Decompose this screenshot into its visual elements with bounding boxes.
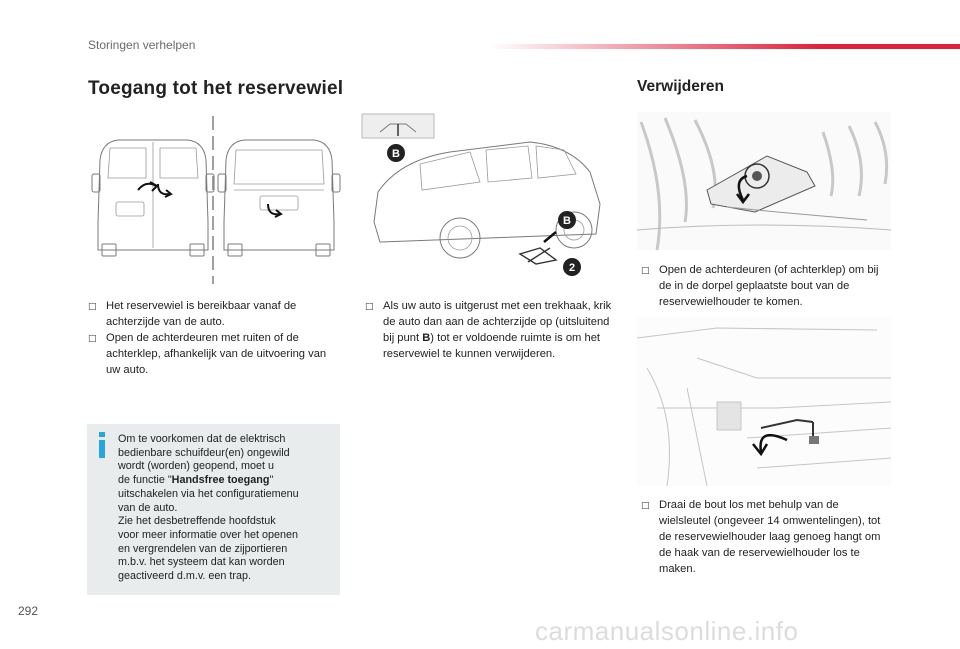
bullet-item: [88, 298, 336, 330]
badge-b-jack: B: [563, 215, 571, 227]
page-number: 292: [18, 604, 39, 618]
jack-point-label: B: [422, 332, 431, 344]
bullet-text: Draai de bout los met behulp van de wielsleutel (ongeveer 14 omwentelingen), tot de reservewielhouder laag genoeg hangt om de haak van de reservewielhouder los te maken.: [659, 499, 881, 575]
van-rear-illustration: [88, 112, 338, 287]
section-header: Storingen verhelpen: [88, 38, 196, 52]
van-rear-tailgate-drawing: [218, 140, 340, 256]
right-bullet-2: [641, 497, 891, 577]
checkbox-bullet-icon: □: [88, 302, 97, 312]
floor-bolt-illustration: [637, 112, 891, 250]
page-title: Toegang tot het reservewiel: [88, 78, 344, 99]
info-text: Om te voorkomen dat de elektrisch bedienbare schuifdeur(en) ongewild wordt (worden) geopend, moet u de functie "Handsfree toegang" uitschakelen via het configuratiemenu van de auto. Zie het desbetreffende hoofdstuk voor meer informatie over het openen en vergrendelen van de zijportieren m.b.v. het systeem dat kan worden geactiveerd d.m.v. een trap.: [118, 433, 299, 583]
checkbox-bullet-icon: □: [365, 302, 374, 312]
middle-bullet-list: [365, 298, 613, 362]
badge-b-top: B: [392, 148, 400, 160]
bullet-text: Het reservewiel is bereikbaar vanaf de achterzijde van de auto.: [106, 300, 297, 328]
bullet-item: [641, 497, 891, 577]
bullet-item: [88, 330, 336, 378]
bullet-text: Open de achterdeuren (of achterklep) om bij de in de dorpel geplaatste bout van de reservewielhouder te komen.: [659, 264, 879, 308]
bullet-item: [365, 298, 613, 362]
checkbox-bullet-icon: □: [641, 501, 650, 511]
header-accent-line: [490, 44, 960, 49]
bullet-text: Open de achterdeuren met ruiten of de achterklep, afhankelijk van de uitvoering van uw auto.: [106, 332, 327, 376]
bullet-text: Als uw auto is uitgerust met een trekhaak, krik de auto dan aan de achterzijde op (uitsluitend bij punt B) tot er voldoende ruimte is om het reservewiel te kunnen verwijderen.: [383, 300, 612, 360]
wrench-bolt-illustration: [637, 318, 891, 486]
jack-point-illustration: [360, 112, 610, 282]
left-bullet-list: [88, 298, 336, 378]
badge-2: 2: [568, 262, 576, 274]
function-name: Handsfree toegang: [171, 474, 270, 487]
right-bullet-1: [641, 262, 891, 310]
section-subtitle: Verwijderen: [637, 78, 725, 95]
van-rear-doors-drawing: [92, 140, 214, 256]
bullet-item: [641, 262, 891, 310]
checkbox-bullet-icon: □: [641, 266, 650, 276]
checkbox-bullet-icon: □: [88, 334, 97, 344]
info-icon: [98, 432, 106, 458]
watermark: carmanualsonline.info: [535, 616, 799, 646]
